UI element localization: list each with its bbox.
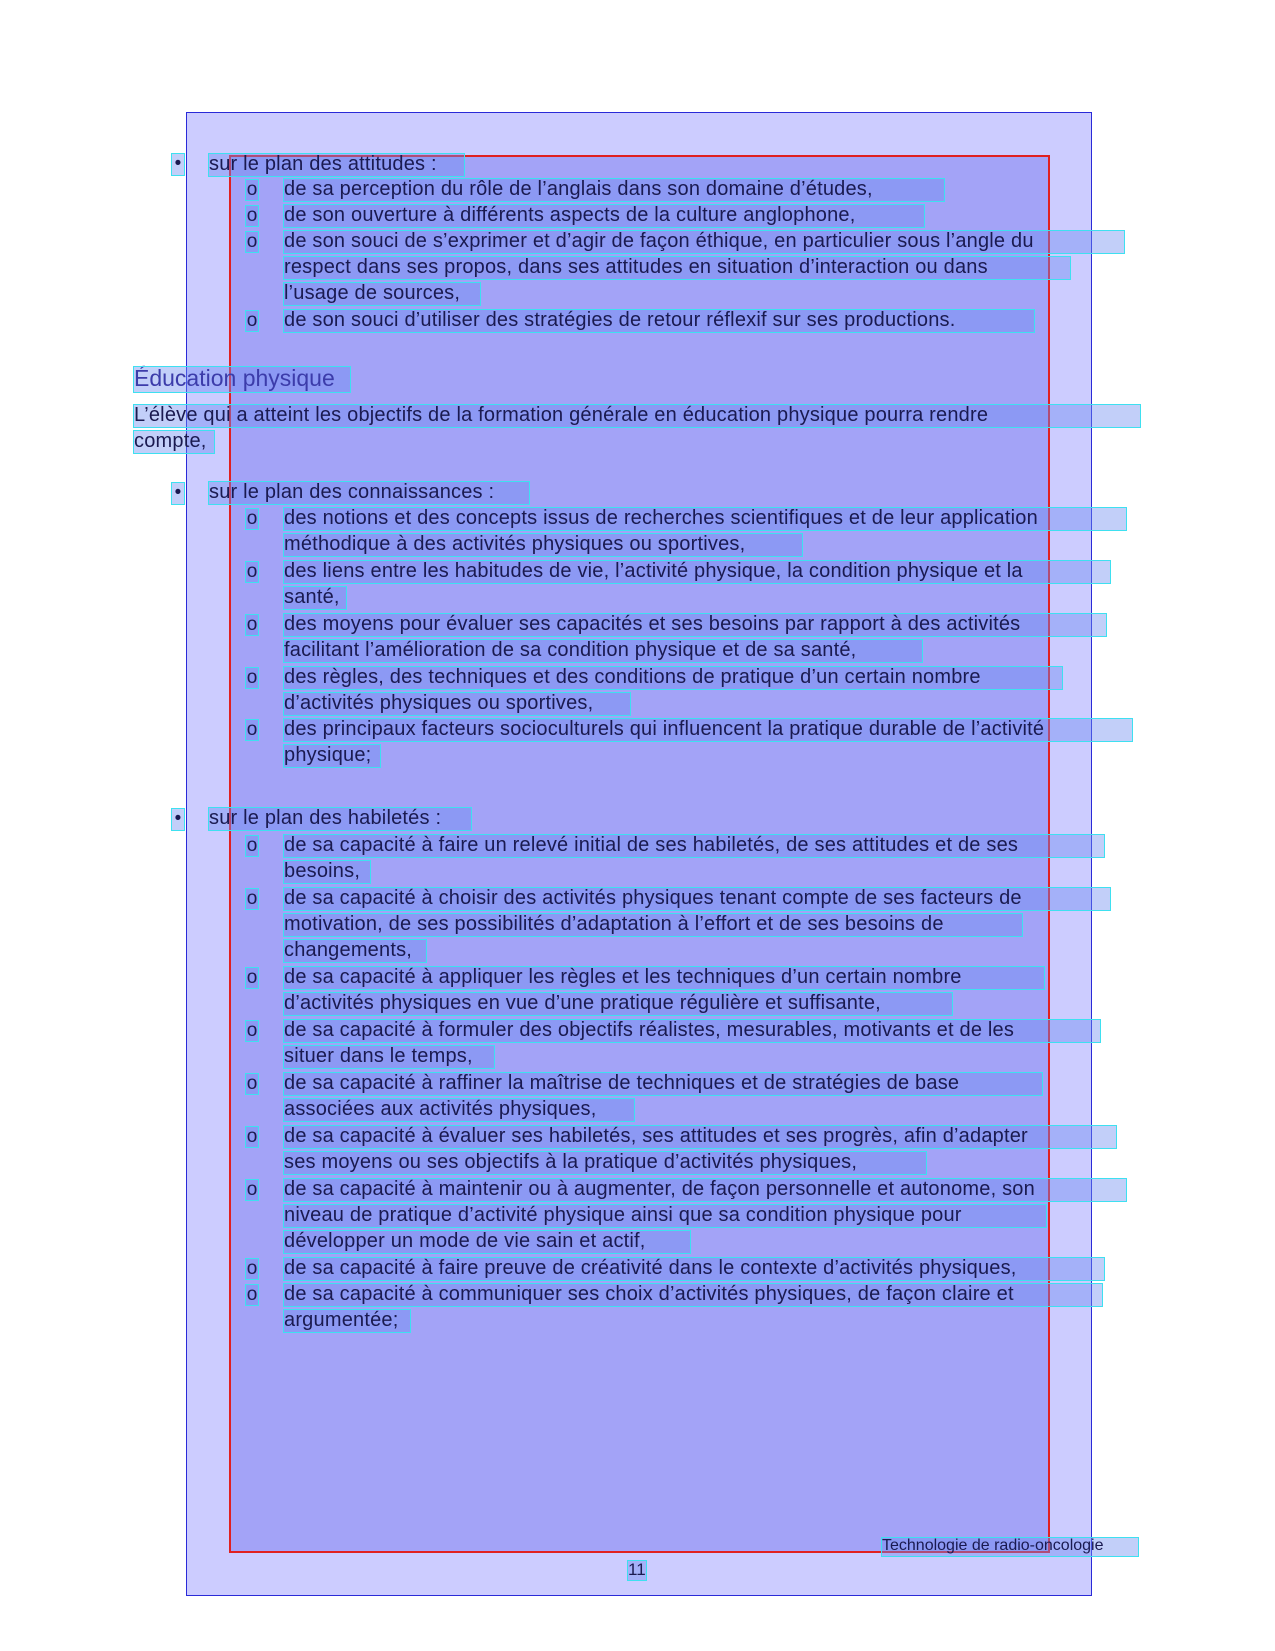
list-item-line: argumentée; — [284, 1310, 410, 1332]
list-item-line: des moyens pour évaluer ses capacités et ses besoins par rapport à des activités — [284, 614, 1106, 636]
bullet-marker: • — [172, 154, 184, 175]
list-item-line: de sa capacité à faire preuve de créativité dans le contexte d’activités physiques, — [284, 1258, 1104, 1280]
sub-bullet-marker: o — [246, 614, 258, 635]
sub-bullet-marker: o — [246, 561, 258, 582]
list-item-line: de sa capacité à appliquer les règles et les techniques d’un certain nombre — [284, 967, 1044, 989]
bullet-marker: • — [172, 809, 184, 830]
list-item-line: de sa capacité à maintenir ou à augmenter, de façon personnelle et autonome, son — [284, 1179, 1126, 1201]
intro-paragraph-line: L’élève qui a atteint les objectifs de la formation générale en éducation physique pourra rendre — [134, 405, 1140, 427]
sub-bullet-marker: o — [246, 1258, 258, 1279]
footer-program-name: Technologie de radio-oncologie — [882, 1538, 1138, 1556]
list-item-line: des principaux facteurs socioculturels qui influencent la pratique durable de l’activité — [284, 719, 1132, 741]
list-item-line: santé, — [284, 587, 346, 609]
list-item-line: changements, — [284, 940, 426, 962]
list-item-line: d’activités physiques ou sportives, — [284, 693, 630, 715]
section-title-habiletes: sur le plan des habiletés : — [209, 808, 471, 830]
sub-bullet-marker: o — [246, 967, 258, 988]
list-item-line: situer dans le temps, — [284, 1046, 494, 1068]
list-item-line: de son souci de s’exprimer et d’agir de façon éthique, en particulier sous l’angle du — [284, 231, 1124, 253]
list-item-line: de sa capacité à raffiner la maîtrise de techniques et de stratégies de base — [284, 1073, 1042, 1095]
list-item-line: besoins, — [284, 861, 370, 883]
sub-bullet-marker: o — [246, 231, 258, 252]
section-title-connaissances: sur le plan des connaissances : — [209, 482, 529, 504]
list-item-line: motivation, de ses possibilités d’adaptation à l’effort et de ses besoins de — [284, 914, 1022, 936]
list-item-line: méthodique à des activités physiques ou sportives, — [284, 534, 802, 556]
list-item-line: des liens entre les habitudes de vie, l’activité physique, la condition physique et la — [284, 561, 1110, 583]
intro-paragraph-line: compte, — [134, 431, 214, 453]
sub-bullet-marker: o — [246, 888, 258, 909]
list-item-line: de sa perception du rôle de l’anglais dans son domaine d’études, — [284, 179, 944, 201]
section-title-attitudes: sur le plan des attitudes : — [209, 154, 464, 176]
sub-bullet-marker: o — [246, 667, 258, 688]
list-item-line: de son ouverture à différents aspects de la culture anglophone, — [284, 205, 924, 227]
sub-bullet-marker: o — [246, 1073, 258, 1094]
list-item-line: des règles, des techniques et des conditions de pratique d’un certain nombre — [284, 667, 1062, 689]
list-item-line: physique; — [284, 745, 380, 767]
sub-bullet-marker: o — [246, 1179, 258, 1200]
sub-bullet-marker: o — [246, 1020, 258, 1041]
list-item-line: de sa capacité à évaluer ses habiletés, ses attitudes et ses progrès, afin d’adapter — [284, 1126, 1116, 1148]
list-item-line: de sa capacité à choisir des activités physiques tenant compte de ses facteurs de — [284, 888, 1110, 910]
list-item-line: associées aux activités physiques, — [284, 1099, 634, 1121]
sub-bullet-marker: o — [246, 179, 258, 200]
page-number: 11 — [628, 1560, 646, 1579]
list-item-line: de sa capacité à communiquer ses choix d’activités physiques, de façon claire et — [284, 1284, 1102, 1306]
list-item-line: l’usage de sources, — [284, 283, 480, 305]
sub-bullet-marker: o — [246, 1284, 258, 1305]
sub-bullet-marker: o — [246, 835, 258, 856]
sub-bullet-marker: o — [246, 205, 258, 226]
list-item-line: facilitant l’amélioration de sa condition physique et de sa santé, — [284, 640, 922, 662]
list-item-line: niveau de pratique d’activité physique ainsi que sa condition physique pour — [284, 1205, 1046, 1227]
list-item-line: de sa capacité à faire un relevé initial de ses habiletés, de ses attitudes et de ses — [284, 835, 1104, 857]
list-item-line: respect dans ses propos, dans ses attitudes en situation d’interaction ou dans — [284, 257, 1070, 279]
section-heading: Éducation physique — [134, 367, 350, 392]
sub-bullet-marker: o — [246, 719, 258, 740]
list-item-line: ses moyens ou ses objectifs à la pratique d’activités physiques, — [284, 1152, 926, 1174]
list-item-line: d’activités physiques en vue d’une pratique régulière et suffisante, — [284, 993, 952, 1015]
sub-bullet-marker: o — [246, 310, 258, 331]
list-item-line: développer un mode de vie sain et actif, — [284, 1231, 690, 1253]
list-item-line: des notions et des concepts issus de recherches scientifiques et de leur application — [284, 508, 1126, 530]
sub-bullet-marker: o — [246, 1126, 258, 1147]
list-item-line: de son souci d’utiliser des stratégies de retour réflexif sur ses productions. — [284, 310, 1034, 332]
sub-bullet-marker: o — [246, 508, 258, 529]
list-item-line: de sa capacité à formuler des objectifs réalistes, mesurables, motivants et de les — [284, 1020, 1100, 1042]
bullet-marker: • — [172, 483, 184, 504]
